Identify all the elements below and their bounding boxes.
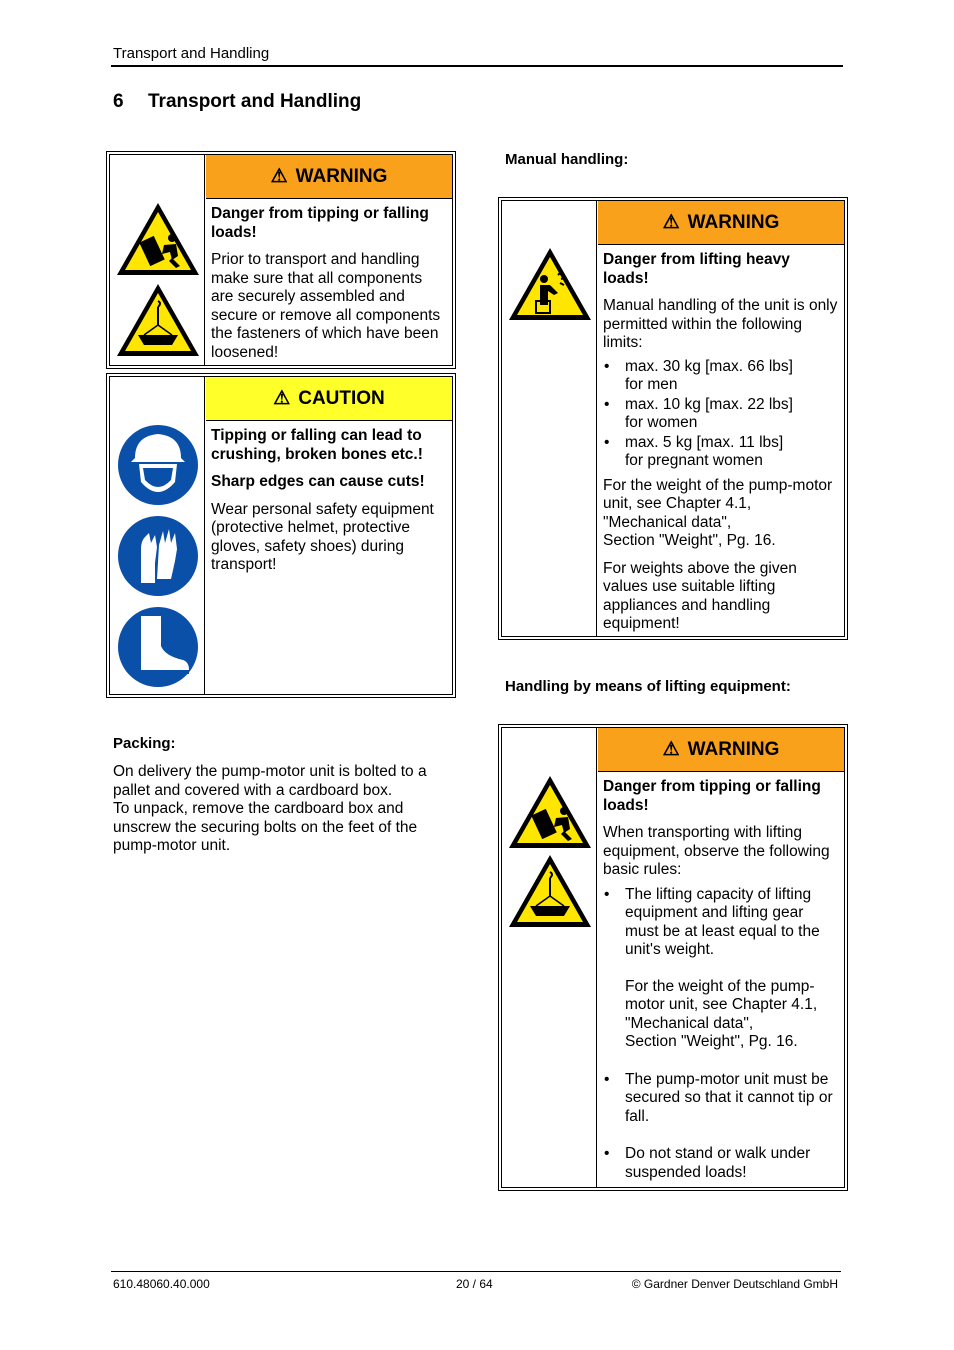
closing-text: For weights above the given values use suitable lifting appliances and handling equipment! [603,559,797,632]
doc-number: 610.48060.40.000 [113,1277,210,1291]
warning-triangle-icon: ⚠ [662,739,680,760]
hazard-headline-2: Sharp edges can cause cuts! [211,473,425,490]
helmet-icon [115,422,201,508]
weight-reference: For the weight of the pump-motor unit, see Chapter 4.1, "Mechanical data", Section "Weight", Pg. 16. [603,476,833,549]
header-rule [111,65,843,67]
icon-column [110,377,205,694]
warning-triangle-icon: ⚠ [662,212,680,233]
caution-signal-panel [206,377,452,421]
rules-list [603,886,839,1183]
hazard-text: Prior to transport and handling make sure that all components are securely assembled and secure or remove all components the fasteners of which have been loosened! [211,251,441,361]
running-header: Transport and Handling [113,45,270,62]
signal-word: WARNING [687,738,780,760]
list-item: • Do not stand or walk under suspended loads! [603,1145,839,1182]
hazard-headline: Tipping or falling can lead to crushing, broken bones etc.! [211,427,423,463]
warning-triangle-icon: ⚠ [273,388,291,409]
manual-handling-heading: Manual handling: [505,151,629,168]
rules-intro: When transporting with lifting equipment, observe the following basic rules: [603,824,830,878]
suspended-load-icon [506,852,594,930]
chapter-title: Transport and Handling [148,91,362,112]
hazard-headline: Danger from lifting heavy loads! [603,251,790,287]
list-item: • max. 5 kg [max. 11 lbs] for pregnant women [603,434,839,471]
warning-triangle-icon: ⚠ [270,166,288,187]
packing-line-2: To unpack, remove the cardboard box and unscrew the securing bolts on the feet of the pump-motor unit. [113,800,418,854]
signal-word: WARNING [295,165,388,187]
chapter-number: 6 [113,91,124,112]
gloves-icon [115,513,201,599]
heavy-lifting-icon [506,245,594,323]
icon-column [110,155,205,365]
copyright: © Gardner Denver Deutschland GmbH [631,1277,838,1291]
caution-box-ppe [106,373,456,698]
packing-line-1: On delivery the pump-motor unit is bolted to a pallet and covered with a cardboard box. [113,763,427,799]
icon-column [502,201,597,636]
limits-list [603,358,839,471]
tipping-hazard-icon [506,773,594,851]
hazard-headline: Danger from tipping or falling loads! [211,205,429,241]
packing-text [113,763,448,856]
icon-column [502,728,597,1187]
suspended-load-icon [114,281,202,359]
warning-signal-panel [598,728,844,772]
warning-box-lifting-equipment [498,724,848,1191]
warning-signal-panel [598,201,844,245]
safety-shoes-icon [115,604,201,690]
list-item: • The lifting capacity of lifting equipment and lifting gear must be at least equal to the unit's weight. For the weight of the pump-motor unit, see Chapter 4.1, "Mechanical data", Section "Weight", Pg. 16. [603,886,839,1052]
limits-intro: Manual handling of the unit is only permitted within the following limits: [603,297,838,351]
list-item: • max. 30 kg [max. 66 lbs] for men [603,358,839,395]
hazard-headline: Danger from tipping or falling loads! [603,778,821,814]
warning-signal-panel [206,155,452,199]
list-item: • max. 10 kg [max. 22 lbs] for women [603,396,839,433]
list-item: • The pump-motor unit must be secured so that it cannot tip or fall. [603,1071,839,1127]
hazard-text: Wear personal safety equipment (protective helmet, protective gloves, safety shoes) during transport! [211,500,434,573]
page-number: 20 / 64 [456,1277,493,1291]
lifting-equipment-heading: Handling by means of lifting equipment: [505,678,791,695]
chapter-heading [113,91,361,113]
warning-box-lifting-heavy [498,197,848,640]
footer-rule [111,1271,841,1272]
tipping-hazard-icon [114,200,202,278]
warning-box-tipping [106,151,456,369]
signal-word: CAUTION [298,387,385,409]
packing-heading: Packing: [113,735,176,752]
signal-word: WARNING [687,211,780,233]
